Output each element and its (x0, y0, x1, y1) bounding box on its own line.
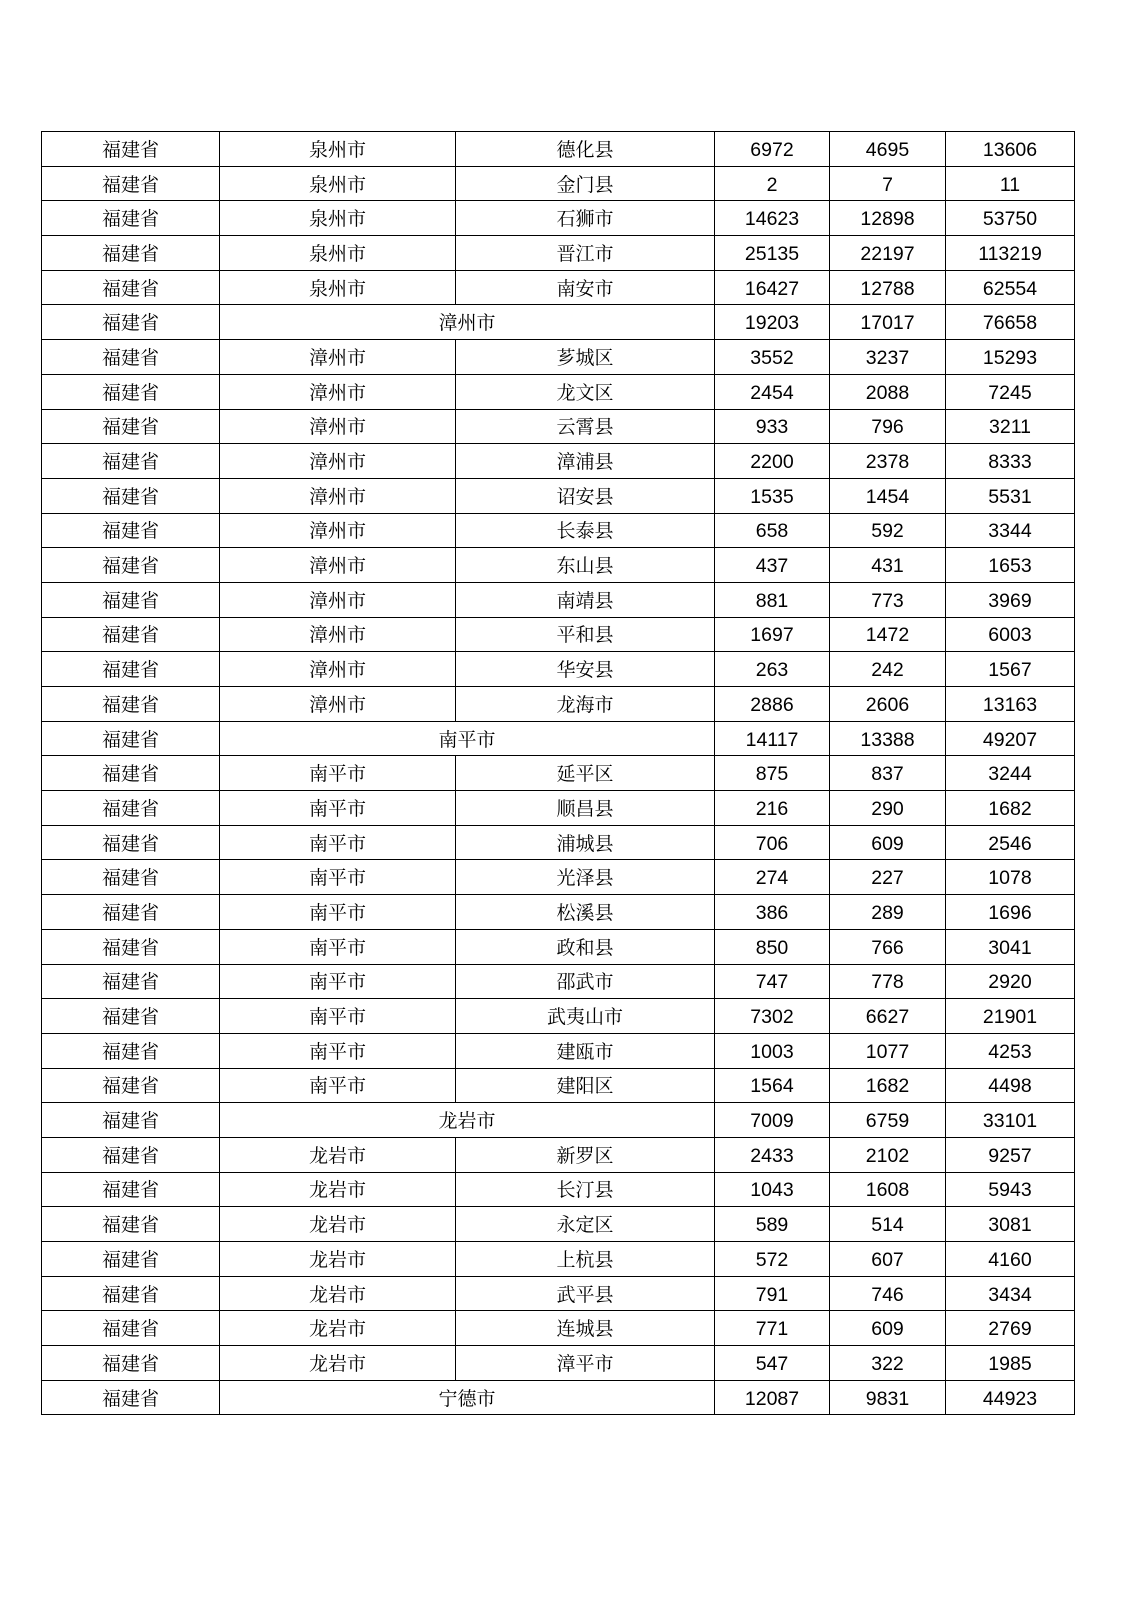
value-cell-2: 4695 (830, 132, 946, 167)
value-cell-1: 547 (715, 1346, 830, 1381)
province-cell: 福建省 (42, 305, 220, 340)
value-cell-2: 227 (830, 860, 946, 895)
table-row (42, 582, 1075, 617)
value-cell-1: 274 (715, 860, 830, 895)
province-cell: 福建省 (42, 721, 220, 756)
value-cell-1: 7302 (715, 999, 830, 1034)
value-cell-3: 15293 (946, 340, 1075, 375)
city-cell: 泉州市 (220, 236, 456, 271)
county-cell: 永定区 (456, 1207, 715, 1242)
table-row (42, 478, 1075, 513)
county-cell: 光泽县 (456, 860, 715, 895)
value-cell-3: 13163 (946, 687, 1075, 722)
city-cell: 漳州市 (220, 444, 456, 479)
city-cell: 漳州市 (220, 478, 456, 513)
province-cell: 福建省 (42, 825, 220, 860)
table-body (42, 132, 1075, 1415)
value-cell-2: 1608 (830, 1172, 946, 1207)
value-cell-2: 773 (830, 582, 946, 617)
value-cell-2: 746 (830, 1276, 946, 1311)
value-cell-3: 3969 (946, 582, 1075, 617)
value-cell-3: 113219 (946, 236, 1075, 271)
city-cell: 南平市 (220, 791, 456, 826)
province-cell: 福建省 (42, 1172, 220, 1207)
table-row (42, 513, 1075, 548)
value-cell-2: 242 (830, 652, 946, 687)
value-cell-1: 2200 (715, 444, 830, 479)
value-cell-3: 62554 (946, 270, 1075, 305)
city-merged-cell: 南平市 (220, 721, 715, 756)
table-row (42, 687, 1075, 722)
province-cell: 福建省 (42, 1137, 220, 1172)
table-row (42, 1346, 1075, 1381)
county-cell: 上杭县 (456, 1242, 715, 1277)
value-cell-3: 3244 (946, 756, 1075, 791)
value-cell-3: 1682 (946, 791, 1075, 826)
value-cell-3: 9257 (946, 1137, 1075, 1172)
province-cell: 福建省 (42, 478, 220, 513)
province-cell: 福建省 (42, 999, 220, 1034)
value-cell-1: 2 (715, 166, 830, 201)
table-row (42, 964, 1075, 999)
table-row (42, 1311, 1075, 1346)
value-cell-2: 514 (830, 1207, 946, 1242)
county-cell: 南安市 (456, 270, 715, 305)
county-cell: 长泰县 (456, 513, 715, 548)
province-cell: 福建省 (42, 340, 220, 375)
table-row (42, 340, 1075, 375)
province-cell: 福建省 (42, 201, 220, 236)
province-cell: 福建省 (42, 652, 220, 687)
table-row (42, 652, 1075, 687)
value-cell-1: 850 (715, 929, 830, 964)
value-cell-2: 2102 (830, 1137, 946, 1172)
county-cell: 漳浦县 (456, 444, 715, 479)
city-cell: 龙岩市 (220, 1242, 456, 1277)
city-cell: 龙岩市 (220, 1137, 456, 1172)
value-cell-1: 437 (715, 548, 830, 583)
table-row (42, 236, 1075, 271)
table-row (42, 929, 1075, 964)
table-row (42, 1207, 1075, 1242)
county-cell: 芗城区 (456, 340, 715, 375)
value-cell-2: 9831 (830, 1380, 946, 1415)
city-subtotal-row (42, 1380, 1075, 1415)
table-row (42, 999, 1075, 1034)
value-cell-1: 1043 (715, 1172, 830, 1207)
city-cell: 泉州市 (220, 132, 456, 167)
value-cell-1: 14623 (715, 201, 830, 236)
value-cell-1: 2454 (715, 374, 830, 409)
county-cell: 武平县 (456, 1276, 715, 1311)
value-cell-3: 5531 (946, 478, 1075, 513)
value-cell-2: 1472 (830, 617, 946, 652)
county-cell: 诏安县 (456, 478, 715, 513)
county-cell: 延平区 (456, 756, 715, 791)
city-cell: 漳州市 (220, 652, 456, 687)
province-cell: 福建省 (42, 166, 220, 201)
value-cell-3: 7245 (946, 374, 1075, 409)
province-cell: 福建省 (42, 895, 220, 930)
value-cell-1: 706 (715, 825, 830, 860)
table-row (42, 132, 1075, 167)
value-cell-1: 771 (715, 1311, 830, 1346)
county-cell: 武夷山市 (456, 999, 715, 1034)
city-cell: 南平市 (220, 1068, 456, 1103)
value-cell-1: 881 (715, 582, 830, 617)
province-cell: 福建省 (42, 1276, 220, 1311)
value-cell-3: 3344 (946, 513, 1075, 548)
value-cell-1: 25135 (715, 236, 830, 271)
value-cell-3: 1078 (946, 860, 1075, 895)
value-cell-2: 6759 (830, 1103, 946, 1138)
value-cell-2: 322 (830, 1346, 946, 1381)
province-cell: 福建省 (42, 444, 220, 479)
county-cell: 晋江市 (456, 236, 715, 271)
value-cell-2: 2606 (830, 687, 946, 722)
county-cell: 松溪县 (456, 895, 715, 930)
value-cell-3: 33101 (946, 1103, 1075, 1138)
value-cell-3: 76658 (946, 305, 1075, 340)
data-table (41, 131, 1075, 1415)
province-cell: 福建省 (42, 1346, 220, 1381)
value-cell-1: 658 (715, 513, 830, 548)
province-cell: 福建省 (42, 791, 220, 826)
city-cell: 南平市 (220, 895, 456, 930)
value-cell-2: 2378 (830, 444, 946, 479)
value-cell-3: 2546 (946, 825, 1075, 860)
value-cell-2: 2088 (830, 374, 946, 409)
value-cell-1: 3552 (715, 340, 830, 375)
value-cell-2: 22197 (830, 236, 946, 271)
province-cell: 福建省 (42, 617, 220, 652)
value-cell-1: 747 (715, 964, 830, 999)
value-cell-2: 289 (830, 895, 946, 930)
county-cell: 金门县 (456, 166, 715, 201)
value-cell-3: 1653 (946, 548, 1075, 583)
value-cell-3: 8333 (946, 444, 1075, 479)
county-cell: 平和县 (456, 617, 715, 652)
table-row (42, 444, 1075, 479)
city-cell: 南平市 (220, 860, 456, 895)
value-cell-2: 17017 (830, 305, 946, 340)
value-cell-2: 13388 (830, 721, 946, 756)
table-row (42, 895, 1075, 930)
table-row (42, 791, 1075, 826)
county-cell: 顺昌县 (456, 791, 715, 826)
province-cell: 福建省 (42, 513, 220, 548)
city-cell: 漳州市 (220, 582, 456, 617)
value-cell-2: 431 (830, 548, 946, 583)
value-cell-1: 791 (715, 1276, 830, 1311)
table-row (42, 1068, 1075, 1103)
city-cell: 南平市 (220, 999, 456, 1034)
county-cell: 连城县 (456, 1311, 715, 1346)
county-cell: 东山县 (456, 548, 715, 583)
province-cell: 福建省 (42, 132, 220, 167)
county-cell: 石狮市 (456, 201, 715, 236)
value-cell-1: 2886 (715, 687, 830, 722)
province-cell: 福建省 (42, 687, 220, 722)
city-cell: 漳州市 (220, 374, 456, 409)
province-cell: 福建省 (42, 1242, 220, 1277)
value-cell-1: 1697 (715, 617, 830, 652)
value-cell-3: 3041 (946, 929, 1075, 964)
city-cell: 泉州市 (220, 270, 456, 305)
value-cell-1: 14117 (715, 721, 830, 756)
value-cell-2: 6627 (830, 999, 946, 1034)
value-cell-3: 3211 (946, 409, 1075, 444)
table-row (42, 166, 1075, 201)
table-row (42, 825, 1075, 860)
value-cell-3: 21901 (946, 999, 1075, 1034)
county-cell: 建瓯市 (456, 1033, 715, 1068)
value-cell-2: 7 (830, 166, 946, 201)
value-cell-3: 2769 (946, 1311, 1075, 1346)
city-cell: 龙岩市 (220, 1276, 456, 1311)
value-cell-1: 6972 (715, 132, 830, 167)
county-cell: 德化县 (456, 132, 715, 167)
county-cell: 华安县 (456, 652, 715, 687)
value-cell-3: 1696 (946, 895, 1075, 930)
province-cell: 福建省 (42, 1207, 220, 1242)
value-cell-1: 589 (715, 1207, 830, 1242)
value-cell-2: 592 (830, 513, 946, 548)
city-cell: 龙岩市 (220, 1207, 456, 1242)
value-cell-2: 290 (830, 791, 946, 826)
value-cell-3: 2920 (946, 964, 1075, 999)
value-cell-1: 1003 (715, 1033, 830, 1068)
value-cell-1: 216 (715, 791, 830, 826)
value-cell-2: 778 (830, 964, 946, 999)
table-row (42, 270, 1075, 305)
value-cell-2: 837 (830, 756, 946, 791)
city-cell: 南平市 (220, 825, 456, 860)
value-cell-3: 3434 (946, 1276, 1075, 1311)
value-cell-1: 2433 (715, 1137, 830, 1172)
value-cell-2: 609 (830, 1311, 946, 1346)
province-cell: 福建省 (42, 860, 220, 895)
province-cell: 福建省 (42, 1380, 220, 1415)
city-merged-cell: 漳州市 (220, 305, 715, 340)
value-cell-3: 53750 (946, 201, 1075, 236)
city-cell: 漳州市 (220, 617, 456, 652)
value-cell-1: 19203 (715, 305, 830, 340)
county-cell: 邵武市 (456, 964, 715, 999)
city-cell: 南平市 (220, 756, 456, 791)
province-cell: 福建省 (42, 374, 220, 409)
value-cell-1: 12087 (715, 1380, 830, 1415)
county-cell: 政和县 (456, 929, 715, 964)
value-cell-1: 16427 (715, 270, 830, 305)
province-cell: 福建省 (42, 756, 220, 791)
value-cell-1: 875 (715, 756, 830, 791)
value-cell-1: 1535 (715, 478, 830, 513)
province-cell: 福建省 (42, 1068, 220, 1103)
county-cell: 漳平市 (456, 1346, 715, 1381)
value-cell-3: 44923 (946, 1380, 1075, 1415)
value-cell-3: 1567 (946, 652, 1075, 687)
city-cell: 南平市 (220, 964, 456, 999)
table-row (42, 409, 1075, 444)
city-cell: 漳州市 (220, 409, 456, 444)
province-cell: 福建省 (42, 1311, 220, 1346)
table-row (42, 374, 1075, 409)
value-cell-3: 11 (946, 166, 1075, 201)
table-row (42, 617, 1075, 652)
value-cell-3: 6003 (946, 617, 1075, 652)
value-cell-2: 12898 (830, 201, 946, 236)
county-cell: 浦城县 (456, 825, 715, 860)
value-cell-1: 933 (715, 409, 830, 444)
city-cell: 泉州市 (220, 201, 456, 236)
city-cell: 龙岩市 (220, 1346, 456, 1381)
value-cell-2: 766 (830, 929, 946, 964)
value-cell-2: 3237 (830, 340, 946, 375)
city-cell: 泉州市 (220, 166, 456, 201)
value-cell-2: 1682 (830, 1068, 946, 1103)
city-merged-cell: 宁德市 (220, 1380, 715, 1415)
province-cell: 福建省 (42, 409, 220, 444)
value-cell-3: 4160 (946, 1242, 1075, 1277)
value-cell-1: 386 (715, 895, 830, 930)
city-cell: 龙岩市 (220, 1172, 456, 1207)
value-cell-3: 4253 (946, 1033, 1075, 1068)
province-cell: 福建省 (42, 236, 220, 271)
county-cell: 新罗区 (456, 1137, 715, 1172)
value-cell-3: 5943 (946, 1172, 1075, 1207)
table-row (42, 201, 1075, 236)
province-cell: 福建省 (42, 1033, 220, 1068)
city-cell: 漳州市 (220, 513, 456, 548)
city-cell: 漳州市 (220, 548, 456, 583)
city-cell: 南平市 (220, 1033, 456, 1068)
value-cell-1: 572 (715, 1242, 830, 1277)
value-cell-3: 1985 (946, 1346, 1075, 1381)
value-cell-2: 796 (830, 409, 946, 444)
city-merged-cell: 龙岩市 (220, 1103, 715, 1138)
city-cell: 南平市 (220, 929, 456, 964)
value-cell-3: 49207 (946, 721, 1075, 756)
city-cell: 漳州市 (220, 340, 456, 375)
county-cell: 长汀县 (456, 1172, 715, 1207)
province-cell: 福建省 (42, 964, 220, 999)
value-cell-3: 3081 (946, 1207, 1075, 1242)
value-cell-2: 607 (830, 1242, 946, 1277)
province-cell: 福建省 (42, 270, 220, 305)
table-row (42, 1172, 1075, 1207)
province-cell: 福建省 (42, 929, 220, 964)
table-row (42, 756, 1075, 791)
table-row (42, 1137, 1075, 1172)
table-row (42, 1276, 1075, 1311)
value-cell-2: 609 (830, 825, 946, 860)
city-cell: 漳州市 (220, 687, 456, 722)
county-cell: 龙海市 (456, 687, 715, 722)
value-cell-1: 7009 (715, 1103, 830, 1138)
province-cell: 福建省 (42, 1103, 220, 1138)
value-cell-1: 1564 (715, 1068, 830, 1103)
county-cell: 龙文区 (456, 374, 715, 409)
county-cell: 南靖县 (456, 582, 715, 617)
city-subtotal-row (42, 305, 1075, 340)
city-subtotal-row (42, 1103, 1075, 1138)
county-cell: 云霄县 (456, 409, 715, 444)
table-row (42, 1033, 1075, 1068)
value-cell-1: 263 (715, 652, 830, 687)
value-cell-2: 12788 (830, 270, 946, 305)
table-row (42, 548, 1075, 583)
county-cell: 建阳区 (456, 1068, 715, 1103)
province-cell: 福建省 (42, 582, 220, 617)
province-cell: 福建省 (42, 548, 220, 583)
city-subtotal-row (42, 721, 1075, 756)
city-cell: 龙岩市 (220, 1311, 456, 1346)
value-cell-3: 4498 (946, 1068, 1075, 1103)
value-cell-2: 1077 (830, 1033, 946, 1068)
value-cell-3: 13606 (946, 132, 1075, 167)
value-cell-2: 1454 (830, 478, 946, 513)
table-row (42, 1242, 1075, 1277)
table-row (42, 860, 1075, 895)
